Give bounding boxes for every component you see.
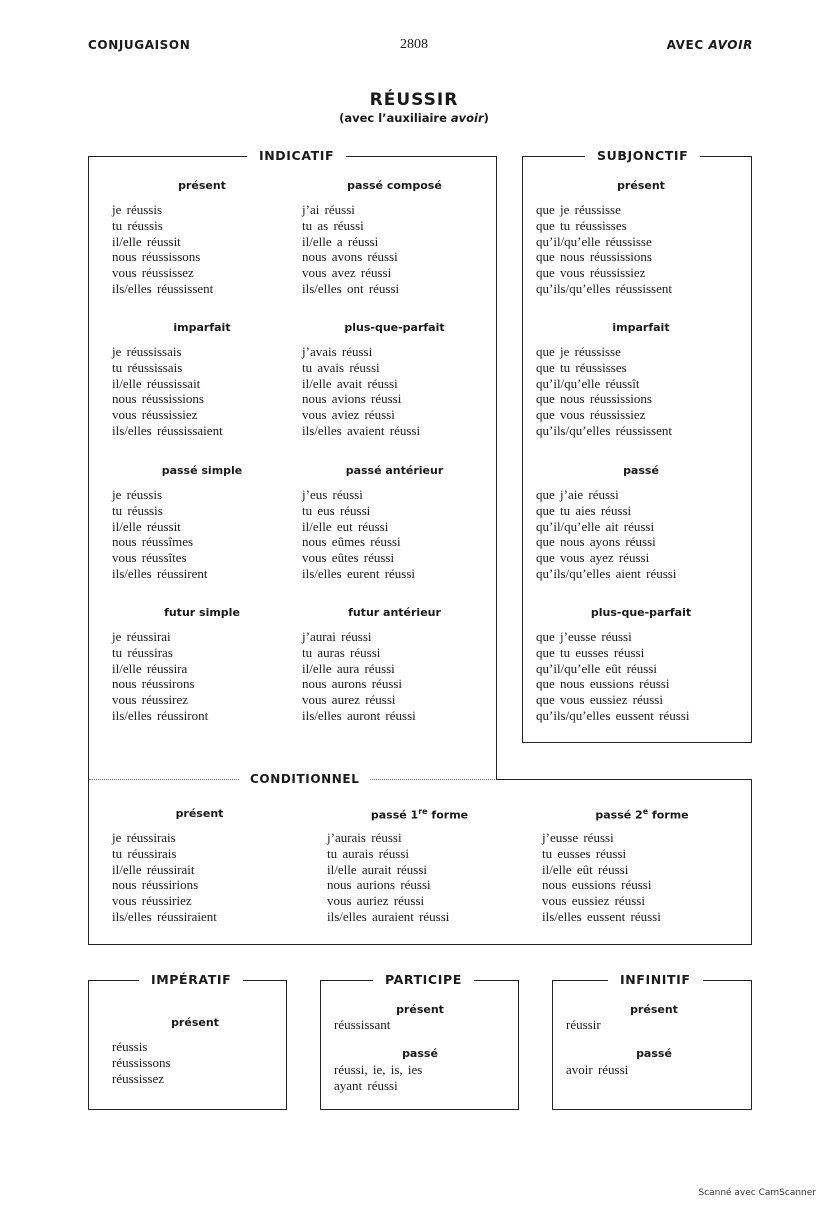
form: tu eus réussi: [302, 502, 371, 518]
form: j’aurais réussi: [327, 830, 402, 845]
form: ils/elles réussiront: [112, 707, 209, 723]
form: ils/elles eussent réussi: [542, 908, 661, 924]
indicatif-futur-anterieur-label: futur antérieur: [348, 606, 441, 619]
form: que j’eusse réussi: [536, 629, 632, 644]
form: ils/elles réussiraient: [112, 908, 217, 924]
form: vous aurez réussi: [302, 692, 396, 708]
running-header-right-word: AVOIR: [708, 38, 753, 52]
form: nous avions réussi: [302, 391, 402, 407]
form: il/elle eût réussi: [542, 861, 629, 877]
form: ils/elles réussirent: [112, 565, 208, 581]
indicatif-title: INDICATIF: [247, 148, 346, 164]
form: j’avais réussi: [302, 344, 373, 359]
scanner-watermark: Scanné avec CamScanner: [698, 1188, 816, 1198]
form: qu’il/qu’elle eût réussi: [536, 660, 657, 676]
infinitif-passe-label: passé: [636, 1047, 672, 1060]
form: ils/elles ont réussi: [302, 280, 400, 296]
form: réussissant: [334, 1017, 391, 1032]
form: que vous réussissiez: [536, 407, 646, 423]
form: je réussis: [112, 202, 163, 217]
form: il/elle avait réussi: [302, 375, 398, 391]
imperatif-title: IMPÉRATIF: [139, 972, 243, 988]
form: je réussirai: [112, 629, 171, 644]
conditionnel-top-rule: [496, 779, 752, 780]
form: qu’ils/qu’elles aient réussi: [536, 565, 677, 581]
running-header-left: CONJUGAISON: [88, 38, 191, 52]
form: que je réussisse: [536, 344, 621, 359]
verb-title: RÉUSSIR: [369, 90, 459, 110]
form: que vous réussissiez: [536, 265, 646, 281]
infinitif-box: [552, 972, 752, 1110]
verb-subtitle: [0, 111, 828, 125]
form: réussis: [112, 1039, 148, 1054]
indicatif-plus-que-parfait-forms: [302, 344, 420, 439]
form: que je réussisse: [536, 202, 621, 217]
form: que tu aies réussi: [536, 502, 632, 518]
form: vous réussiriez: [112, 893, 192, 909]
label-text: passé 1: [370, 808, 419, 822]
participe-passe-label: passé: [402, 1047, 438, 1060]
form: qu’il/qu’elle ait réussi: [536, 518, 655, 534]
form: nous avons réussi: [302, 249, 398, 265]
indicatif-passe-compose-label: passé composé: [347, 179, 442, 192]
page-number: 2808: [400, 37, 428, 52]
form: qu’ils/qu’elles réussissent: [536, 422, 672, 438]
indicatif-passe-anterieur-forms: [302, 487, 415, 582]
form: tu auras réussi: [302, 644, 381, 660]
imperatif-present-label: présent: [171, 1016, 219, 1029]
form: il/elle réussissait: [112, 375, 201, 391]
conditionnel-present-forms: [112, 830, 217, 925]
form: que tu eusses réussi: [536, 644, 645, 660]
conditionnel-title: CONDITIONNEL: [240, 772, 369, 787]
indicatif-plus-que-parfait-label: plus-que-parfait: [344, 321, 445, 334]
form: j’aurai réussi: [302, 629, 372, 644]
form: que nous ayons réussi: [536, 534, 656, 550]
form: qu’il/qu’elle réussît: [536, 375, 640, 391]
form: que vous eussiez réussi: [536, 692, 663, 708]
form: réussi, ie, is, ies: [334, 1062, 423, 1077]
form: nous aurons réussi: [302, 676, 403, 692]
form: que nous réussissions: [536, 249, 652, 265]
subjonctif-present-forms: [536, 202, 672, 297]
form: nous eûmes réussi: [302, 534, 401, 550]
participe-title: PARTICIPE: [373, 972, 474, 988]
form: réussir: [566, 1017, 601, 1032]
subtitle-word: avoir: [450, 111, 484, 125]
subjonctif-present-label: présent: [617, 179, 665, 192]
participe-present-label: présent: [396, 1003, 444, 1016]
form: que tu réussisses: [536, 217, 627, 233]
form: nous réussîmes: [112, 534, 194, 550]
form: j’eus réussi: [302, 487, 363, 502]
form: j’eusse réussi: [542, 830, 614, 845]
form: vous réussissez: [112, 265, 194, 281]
form: que nous eussions réussi: [536, 676, 670, 692]
form: je réussissais: [112, 344, 182, 359]
form: qu’ils/qu’elles eussent réussi: [536, 707, 690, 723]
form: ils/elles auraient réussi: [327, 908, 450, 924]
form: vous réussirez: [112, 692, 189, 708]
form: nous eussions réussi: [542, 877, 652, 893]
form: il/elle réussira: [112, 660, 188, 676]
conditionnel-passe1-label: [327, 807, 512, 822]
subjonctif-title: SUBJONCTIF: [585, 148, 700, 164]
infinitif-present-label: présent: [630, 1003, 678, 1016]
indicatif-imparfait-forms: [112, 344, 223, 439]
form: tu as réussi: [302, 217, 364, 233]
subjonctif-passe-label: passé: [623, 464, 659, 477]
indicatif-present-label: présent: [178, 179, 226, 192]
infinitif-title: INFINITIF: [608, 972, 703, 988]
form: il/elle aurait réussi: [327, 861, 428, 877]
form: il/elle réussit: [112, 233, 181, 249]
form: tu réussissais: [112, 359, 183, 375]
form: tu réussirais: [112, 845, 177, 861]
indicatif-passe-anterieur-label: passé antérieur: [345, 464, 444, 477]
infinitif-passe-forms: [566, 1062, 628, 1078]
form: vous auriez réussi: [327, 893, 425, 909]
form: il/elle réussirait: [112, 861, 195, 877]
form: tu avais réussi: [302, 359, 380, 375]
participe-present-forms: [334, 1017, 390, 1033]
form: tu réussis: [112, 217, 163, 233]
form: ils/elles réussissent: [112, 280, 214, 296]
running-header-right: [667, 38, 753, 52]
running-header-right-prefix: AVEC: [666, 38, 704, 52]
participe-passe-forms: [334, 1062, 422, 1094]
indicatif-passe-simple-forms: [112, 487, 208, 582]
form: vous avez réussi: [302, 265, 392, 281]
form: réussissons: [112, 1054, 171, 1070]
imperatif-present-forms: [112, 1039, 171, 1086]
form: ils/elles eurent réussi: [302, 565, 416, 581]
form: nous réussirons: [112, 676, 195, 692]
form: vous eûtes réussi: [302, 550, 395, 566]
indicatif-futur-simple-label: futur simple: [164, 606, 240, 619]
label-sup: e: [642, 807, 649, 816]
form: tu aurais réussi: [327, 845, 409, 861]
form: j’ai réussi: [302, 202, 355, 217]
form: ils/elles avaient réussi: [302, 422, 421, 438]
form: je réussirais: [112, 830, 176, 845]
form: il/elle réussit: [112, 518, 181, 534]
form: tu réussiras: [112, 644, 173, 660]
form: que tu réussisses: [536, 359, 627, 375]
form: qu’il/qu’elle réussisse: [536, 233, 652, 249]
conditionnel-passe2-label: [542, 807, 742, 822]
form: réussissez: [112, 1070, 164, 1086]
indicatif-imparfait-label: imparfait: [173, 321, 231, 334]
form: il/elle a réussi: [302, 233, 379, 249]
form: vous réussissiez: [112, 407, 198, 423]
infinitif-present-forms: [566, 1017, 601, 1033]
subjonctif-imparfait-label: imparfait: [612, 321, 670, 334]
subtitle-prefix: (avec l’auxiliaire: [339, 111, 447, 125]
form: vous eussiez réussi: [542, 893, 645, 909]
form: vous réussîtes: [112, 550, 187, 566]
form: il/elle eut réussi: [302, 518, 389, 534]
conditionnel-passe1-forms: [327, 830, 449, 925]
subjonctif-plus-que-parfait-label: plus-que-parfait: [590, 606, 692, 619]
form: nous aurions réussi: [327, 877, 431, 893]
form: tu réussis: [112, 502, 163, 518]
conditionnel-passe2-forms: [542, 830, 661, 925]
subjonctif-passe-forms: [536, 487, 676, 582]
subjonctif-imparfait-forms: [536, 344, 672, 439]
form: que j’aie réussi: [536, 487, 619, 502]
form: ils/elles auront réussi: [302, 707, 416, 723]
indicatif-passe-compose-forms: [302, 202, 399, 297]
form: nous réussissons: [112, 249, 201, 265]
label-text: forme: [648, 808, 689, 822]
form: que nous réussissions: [536, 391, 652, 407]
form: avoir réussi: [566, 1062, 629, 1077]
indicatif-futur-anterieur-forms: [302, 629, 416, 724]
label-sup: re: [418, 807, 428, 816]
indicatif-futur-simple-forms: [112, 629, 208, 724]
form: ils/elles réussissaient: [112, 422, 223, 438]
subtitle-suffix: ): [483, 111, 489, 125]
conditionnel-present-label: présent: [175, 807, 224, 820]
indicatif-present-forms: [112, 202, 213, 297]
form: nous réussirions: [112, 877, 199, 893]
form: il/elle aura réussi: [302, 660, 395, 676]
label-text: passé 2: [595, 808, 643, 822]
form: qu’ils/qu’elles réussissent: [536, 280, 672, 296]
form: tu eusses réussi: [542, 845, 627, 861]
form: nous réussissions: [112, 391, 204, 407]
form: vous aviez réussi: [302, 407, 395, 423]
form: je réussis: [112, 487, 163, 502]
indicatif-passe-simple-label: passé simple: [161, 464, 243, 477]
form: ayant réussi: [334, 1077, 398, 1093]
label-text: forme: [427, 808, 469, 822]
form: que vous ayez réussi: [536, 550, 650, 566]
subjonctif-plus-que-parfait-forms: [536, 629, 689, 724]
